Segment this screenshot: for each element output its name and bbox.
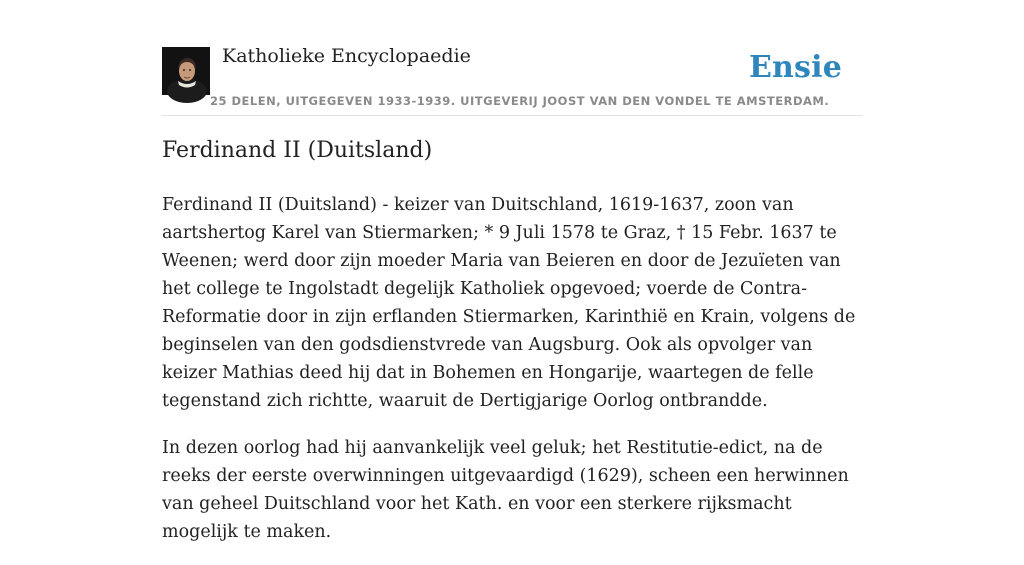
source-avatar[interactable] [162, 47, 210, 95]
portrait-icon [162, 47, 210, 95]
source-subtitle: 25 DELEN, UITGEGEVEN 1933-1939. UITGEVERIJ JOOST VAN DEN VONDEL TE AMSTERDAM. [210, 94, 830, 108]
article-paragraph: In dezen oorlog had hij aanvankelijk veel geluk; het Restitutie-edict, na de reeks der eerste overwinningen uitgevaardigd (1629), scheen een herwinnen van geheel Duitschland voor het Kath. en voor een sterkere rijksmacht mogelijk te maken. [162, 438, 849, 542]
article-title: Ferdinand II (Duitsland) [162, 138, 433, 163]
ensie-logo-link[interactable]: Ensie [748, 50, 842, 85]
article-body [162, 191, 862, 565]
source-header [162, 40, 862, 116]
source-title[interactable]: Katholieke Encyclopaedie [222, 45, 471, 67]
article-paragraph: Ferdinand II (Duitsland) - keizer van Duitschland, 1619-1637, zoon van aartshertog Karel van Stiermarken; * 9 Juli 1578 te Graz, † 15 Febr. 1637 te Weenen; werd door zijn moeder Maria van Beieren en door de Jezuïeten van het college te Ingolstadt degelijk Katholiek opgevoed; voerde de Contra-Reformatie door in zijn erflanden Stiermarken, Karinthië en Krain, volgens de beginselen van den godsdienstvrede van Augsburg. Ook als opvolger van keizer Mathias deed hij dat in Bohemen en Hongarije, waartegen de felle tegenstand zich richtte, waaruit de Dertigjarige Oorlog ontbrandde. [162, 195, 856, 411]
